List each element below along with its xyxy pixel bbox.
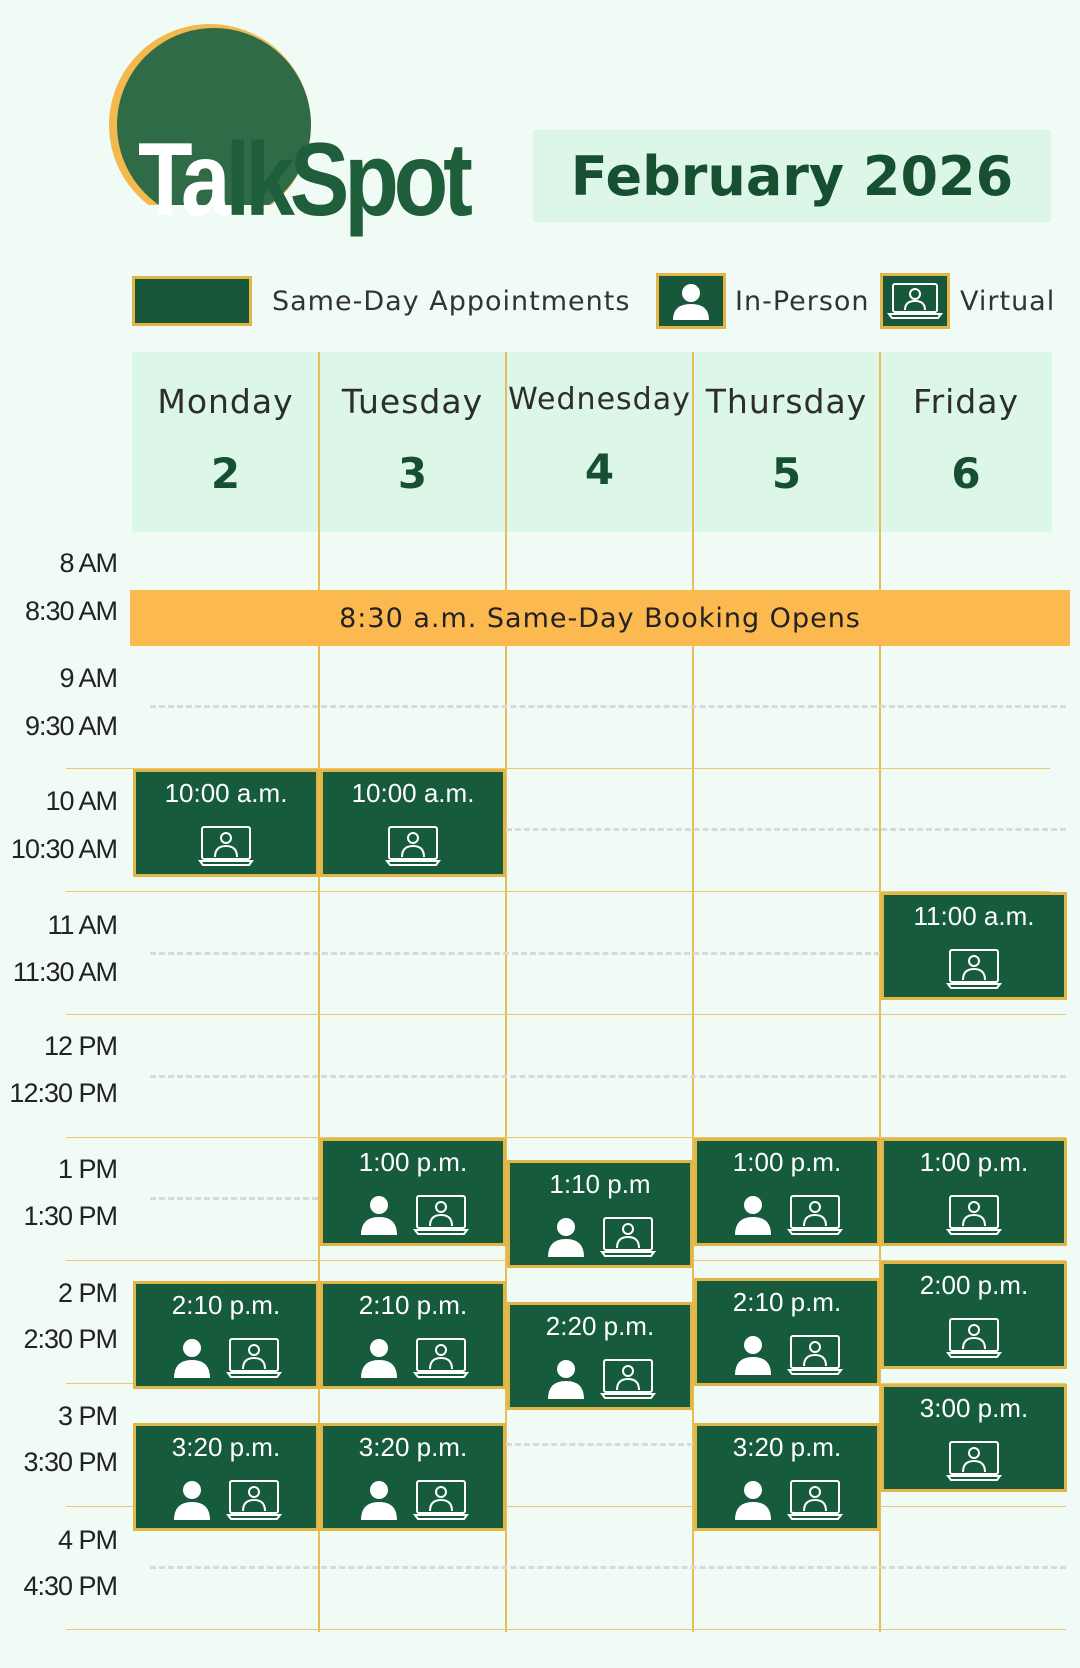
- appointment-slot[interactable]: [694, 1278, 880, 1386]
- time-label: 3:30 PM: [23, 1447, 117, 1477]
- logo-text-green: lkSpot: [225, 122, 468, 238]
- time-label: 4:30 PM: [23, 1571, 117, 1601]
- in-person-legend-icon: [656, 273, 726, 329]
- time-label: 8:30 AM: [24, 596, 117, 626]
- day-number: 4: [584, 445, 615, 494]
- appointment-time: 2:10 p.m.: [171, 1290, 281, 1320]
- laptop-person-icon: [413, 1478, 469, 1522]
- grid-half-hour-line: [150, 1566, 1066, 1569]
- appointment-time: 1:10 p.m: [549, 1169, 651, 1199]
- day-number: 3: [397, 449, 428, 498]
- appointment-slot[interactable]: [133, 1423, 319, 1531]
- person-icon: [357, 1336, 401, 1380]
- person-icon: [357, 1478, 401, 1522]
- appointment-slot[interactable]: [320, 769, 506, 877]
- day-header-friday: [880, 352, 1052, 532]
- legend-virtual-label: Virtual: [960, 286, 1056, 317]
- grid-half-hour-line: [506, 1443, 693, 1446]
- grid-half-hour-line: [150, 1075, 1066, 1078]
- appointment-time: 10:00 a.m.: [164, 778, 288, 808]
- laptop-person-icon: [946, 947, 1002, 991]
- grid-half-hour-line: [150, 705, 1066, 708]
- month-banner: [533, 130, 1051, 222]
- time-label: 9:30 AM: [24, 711, 117, 741]
- logo-text-white: Ta: [138, 122, 226, 238]
- time-label: 12:30 PM: [9, 1078, 117, 1108]
- appointment-time: 3:20 p.m.: [171, 1432, 281, 1462]
- appointment-time: 1:00 p.m.: [358, 1147, 468, 1177]
- appointment-time: 2:20 p.m.: [545, 1311, 655, 1341]
- laptop-person-icon: [946, 1439, 1002, 1483]
- time-label: 12 PM: [43, 1031, 117, 1061]
- time-label: 3 PM: [57, 1401, 117, 1431]
- time-label: 10 AM: [45, 786, 117, 816]
- appointment-time: 2:10 p.m.: [358, 1290, 468, 1320]
- grid-hour-line: [66, 1014, 1066, 1015]
- laptop-person-icon: [600, 1357, 656, 1401]
- day-name: Thursday: [705, 382, 868, 421]
- laptop-person-icon: [226, 1336, 282, 1380]
- laptop-person-icon: [385, 824, 441, 868]
- legend-same-day-label: Same-Day Appointments: [272, 286, 631, 317]
- person-icon: [544, 1215, 588, 1259]
- time-label: 4 PM: [57, 1525, 117, 1555]
- laptop-person-icon: [787, 1478, 843, 1522]
- person-icon: [731, 1193, 775, 1237]
- person-icon: [731, 1478, 775, 1522]
- grid-half-hour-line: [506, 828, 1066, 831]
- appointment-slot[interactable]: [881, 1138, 1067, 1246]
- day-name: Monday: [157, 382, 294, 421]
- time-label: 10:30 AM: [10, 834, 117, 864]
- laptop-person-icon: [226, 1478, 282, 1522]
- time-label: 2 PM: [57, 1278, 117, 1308]
- day-number: 6: [951, 449, 981, 498]
- person-icon: [170, 1336, 214, 1380]
- appointment-slot[interactable]: [694, 1138, 880, 1246]
- appointment-time: 11:00 a.m.: [913, 901, 1035, 931]
- day-number: 5: [771, 449, 802, 498]
- day-name: Friday: [912, 382, 1019, 421]
- appointment-time: 1:00 p.m.: [919, 1147, 1029, 1177]
- virtual-legend-icon: [880, 273, 950, 329]
- person-icon: [170, 1478, 214, 1522]
- day-header-tuesday: [319, 352, 506, 532]
- booking-opens-text: 8:30 a.m. Same-Day Booking Opens: [339, 602, 861, 634]
- month-title: February 2026: [570, 144, 1014, 208]
- appointment-slot[interactable]: [320, 1281, 506, 1389]
- appointment-time: 3:20 p.m.: [358, 1432, 468, 1462]
- legend-in-person-label: In-Person: [735, 286, 870, 317]
- laptop-person-icon: [198, 824, 254, 868]
- laptop-person-icon: [946, 1193, 1002, 1237]
- laptop-person-icon: [787, 1333, 843, 1377]
- appointment-slot[interactable]: [881, 1384, 1067, 1492]
- appointment-slot[interactable]: [507, 1302, 693, 1410]
- time-label: 11 AM: [47, 910, 117, 940]
- appointment-slot[interactable]: [133, 769, 319, 877]
- appointment-time: 3:00 p.m.: [919, 1393, 1029, 1423]
- time-label: 11:30 AM: [12, 957, 117, 987]
- grid-half-hour-line: [150, 1197, 318, 1200]
- laptop-person-icon: [600, 1215, 656, 1259]
- appointment-slot[interactable]: [133, 1281, 319, 1389]
- person-icon: [544, 1357, 588, 1401]
- time-label: 8 AM: [59, 548, 117, 578]
- time-label: 1 PM: [57, 1154, 117, 1184]
- same-day-swatch: [132, 276, 252, 326]
- day-header-wednesday: [506, 352, 693, 532]
- appointment-slot[interactable]: [320, 1423, 506, 1531]
- laptop-person-icon: [787, 1193, 843, 1237]
- grid-half-hour-line: [150, 952, 880, 955]
- appointment-time: 2:00 p.m.: [919, 1270, 1029, 1300]
- appointment-time: 3:20 p.m.: [732, 1432, 842, 1462]
- appointment-time: 10:00 a.m.: [351, 778, 475, 808]
- appointment-slot[interactable]: [320, 1138, 506, 1246]
- appointment-time: 1:00 p.m.: [732, 1147, 842, 1177]
- person-icon: [357, 1193, 401, 1237]
- appointment-slot[interactable]: [694, 1423, 880, 1531]
- day-name: Wednesday: [508, 382, 691, 417]
- day-number: 2: [210, 449, 241, 498]
- person-icon: [731, 1333, 775, 1377]
- day-header-thursday: [693, 352, 880, 532]
- laptop-person-icon: [413, 1193, 469, 1237]
- time-label: 2:30 PM: [23, 1324, 117, 1354]
- day-name: Tuesday: [341, 382, 484, 421]
- appointment-slot[interactable]: [881, 1261, 1067, 1369]
- day-header-monday: [132, 352, 319, 532]
- laptop-person-icon: [946, 1316, 1002, 1360]
- grid-hour-line: [66, 1629, 1066, 1630]
- time-label: 1:30 PM: [23, 1201, 117, 1231]
- appointment-slot[interactable]: [881, 892, 1067, 1000]
- booking-opens-banner: [130, 590, 1070, 646]
- logo-wordmark: [138, 122, 468, 238]
- laptop-person-icon: [413, 1336, 469, 1380]
- appointment-time: 2:10 p.m.: [732, 1287, 842, 1317]
- time-label: 9 AM: [59, 663, 117, 693]
- appointment-slot[interactable]: [507, 1160, 693, 1268]
